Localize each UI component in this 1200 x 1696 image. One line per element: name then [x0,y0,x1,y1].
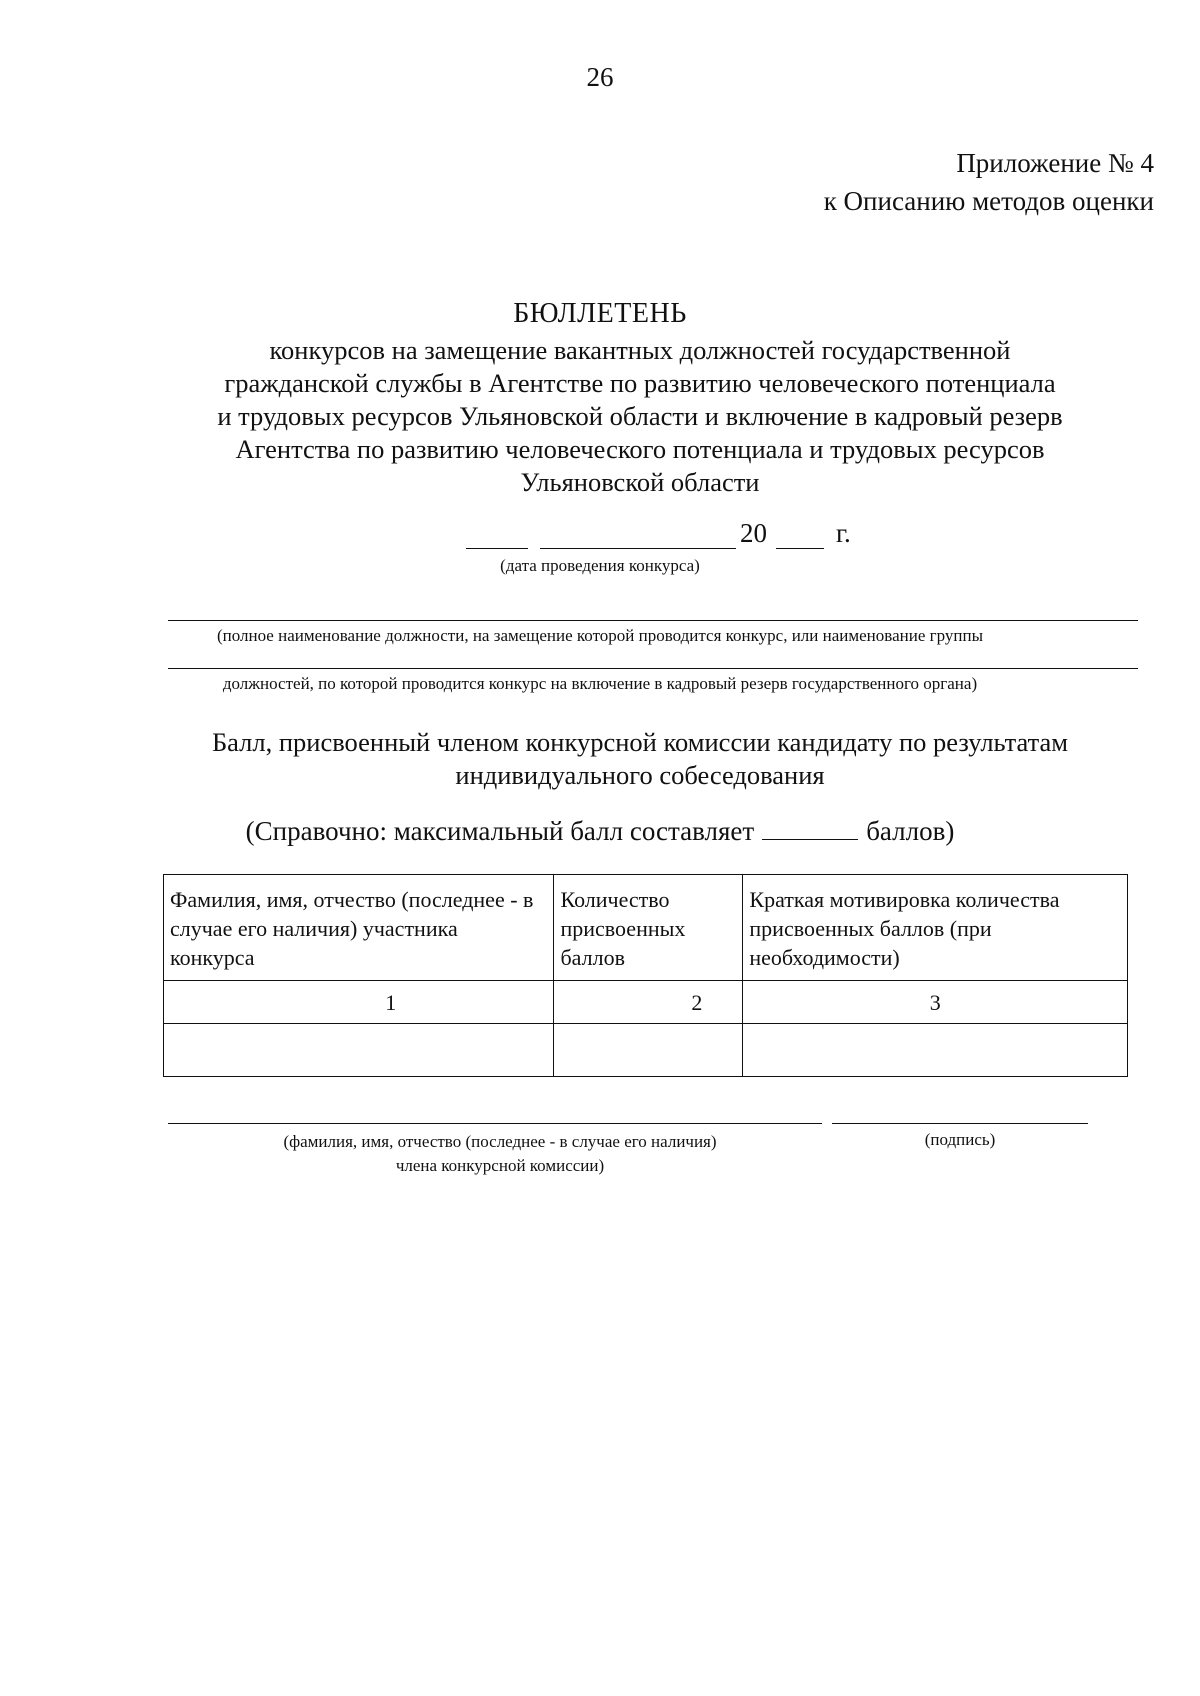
position-caption-2: должностей, по которой проводится конкурс на включение в кадровый резерв государственного органа) [222,674,978,693]
column-number-1: 1 [164,981,554,1024]
table-row [164,1024,1128,1077]
position-name-line-1[interactable] [168,620,1138,621]
score-heading-line-2: индивидуального собеседования [455,760,825,790]
date-line [0,518,1200,552]
position-caption-1: (полное наименование должности, на замещение которой проводится конкурс, или наименование группы [216,626,983,645]
score-cell[interactable] [554,1024,743,1077]
subtitle-line-4: Агентства по развитию человеческого потенциала и трудовых ресурсов [235,434,1045,464]
subtitle-line-3: и трудовых ресурсов Ульяновской области и включение в кадровый резерв [217,401,1063,431]
member-name-line[interactable] [168,1123,822,1124]
ballot-title: БЮЛЛЕТЕНЬ [513,298,687,329]
member-name-caption [160,1130,840,1178]
year-suffix: г. [836,518,851,548]
member-name-caption-line-1: (фамилия, имя, отчество (последнее - в случае его наличия) [283,1132,717,1151]
ballot-table [163,874,1128,1077]
score-heading-line-1: Балл, присвоенный членом конкурсной комиссии кандидату по результатам [211,727,1069,757]
appendix-label [824,144,1154,220]
max-score-reference [0,816,1200,847]
subtitle-line-2: гражданской службы в Агентстве по развитию человеческого потенциала [224,368,1056,398]
header-participant-name: Фамилия, имя, отчество (последнее - в случае его наличия) участника конкурса [164,875,554,981]
header-score: Количество присвоенных баллов [554,875,743,981]
signature-caption: (подпись) [924,1130,996,1149]
position-name-line-2[interactable] [168,668,1138,669]
page-number: 26 [586,62,614,92]
month-blank[interactable] [540,548,736,549]
reference-text-before: (Справочно: максимальный балл составляет [245,816,755,846]
reference-text-after: баллов) [866,816,955,846]
column-number-2: 2 [554,981,743,1024]
appendix-line-2: к Описанию методов оценки [823,186,1154,216]
column-number-3: 3 [743,981,1128,1024]
appendix-line-1: Приложение № 4 [956,148,1154,178]
motivation-cell[interactable] [743,1024,1128,1077]
score-heading [160,726,1120,792]
year-blank[interactable] [776,548,824,549]
ballot-subtitle [160,334,1120,499]
signature-line[interactable] [832,1123,1088,1124]
subtitle-line-5: Ульяновской области [520,467,760,497]
table-number-row [164,981,1128,1024]
date-caption: (дата проведения конкурса) [500,556,700,575]
year-prefix: 20 [740,518,767,548]
subtitle-line-1: конкурсов на замещение вакантных должностей государственной [269,335,1011,365]
participant-name-cell[interactable] [164,1024,554,1077]
day-blank[interactable] [466,548,528,549]
table-header-row [164,875,1128,981]
header-motivation: Краткая мотивировка количества присвоенных баллов (при необходимости) [743,875,1128,981]
max-score-blank[interactable] [762,819,858,840]
member-name-caption-line-2: члена конкурсной комиссии) [395,1156,605,1175]
